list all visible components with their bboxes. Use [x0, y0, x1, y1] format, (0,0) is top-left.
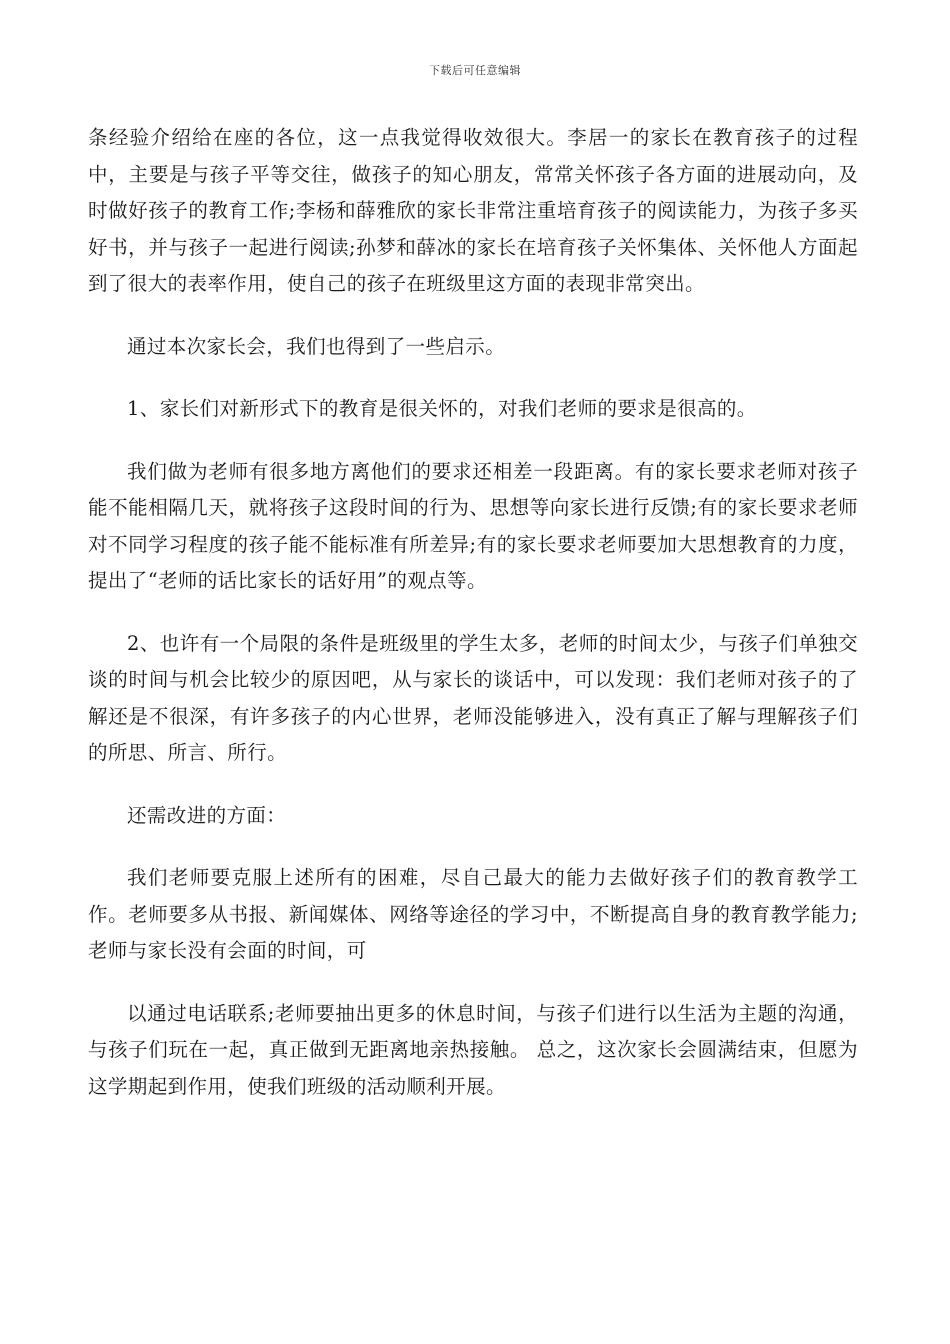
document-body — [88, 120, 858, 1105]
paragraph-improvements: 我们老师要克服上述所有的困难，尽自己最大的能力去做好孩子们的教育教学工作。老师要多从书报、新闻媒体、网络等途径的学习中，不断提高自身的教育教学能力;老师与家长没有会面的时间，可 — [88, 866, 858, 962]
paragraph-conclusion: 以通过电话联系;老师要抽出更多的休息时间，与孩子们进行以生活为主题的沟通，与孩子们玩在一起，真正做到无距离地亲热接触。 总之，这次家长会圆满结束，但愿为这学期起到作用，使我们班级的活动顺利开展。 — [88, 1001, 858, 1098]
paragraph-point-1: 1、家长们对新形式下的教育是很关怀的，对我们老师的要求是很高的。 — [127, 397, 757, 420]
paragraph-intro: 通过本次家长会，我们也得到了一些启示。 — [127, 334, 506, 358]
paragraph-continuation: 条经验介绍给在座的各位，这一点我觉得收效很大。李居一的家长在教育孩子的过程中，主要是与孩子平等交往，做孩子的知心朋友，常常关怀孩子各方面的进展动向，及时做好孩子的教育工作;李杨和薛雅欣的家长非常注重培育孩子的阅读能力，为孩子多买好书，并与孩子一起进行阅读;孙梦和薛冰的家长在培育孩子关怀集体、关怀他人方面起到了很大的表率作用，使自己的孩子在班级里这方面的表现非常突出。 — [88, 126, 858, 295]
paragraph-improvements-heading: 还需改进的方面： — [127, 803, 287, 827]
paragraph-point-1-detail: 我们做为老师有很多地方离他们的要求还相差一段距离。有的家长要求老师对孩子能不能相隔几天，就将孩子这段时间的行为、思想等向家长进行反馈;有的家长要求老师对不同学习程度的孩子能不能标准有所差异;有的家长要求老师要加大思想教育的力度，提出了“老师的话比家长的话好用”的观点等。 — [88, 459, 858, 592]
page-header: 下载后可任意编辑 — [429, 64, 521, 77]
paragraph-point-2: 2、也许有一个局限的条件是班级里的学生太多，老师的时间太少，与孩子们单独交谈的时间与机会比较少的原因吧，从与家长的谈话中，可以发现：我们老师对孩子的了解还是不很深，有许多孩子的内心世界，老师没能够进入，没有真正了解与理解孩子们的所思、所言、所行。 — [88, 631, 858, 764]
